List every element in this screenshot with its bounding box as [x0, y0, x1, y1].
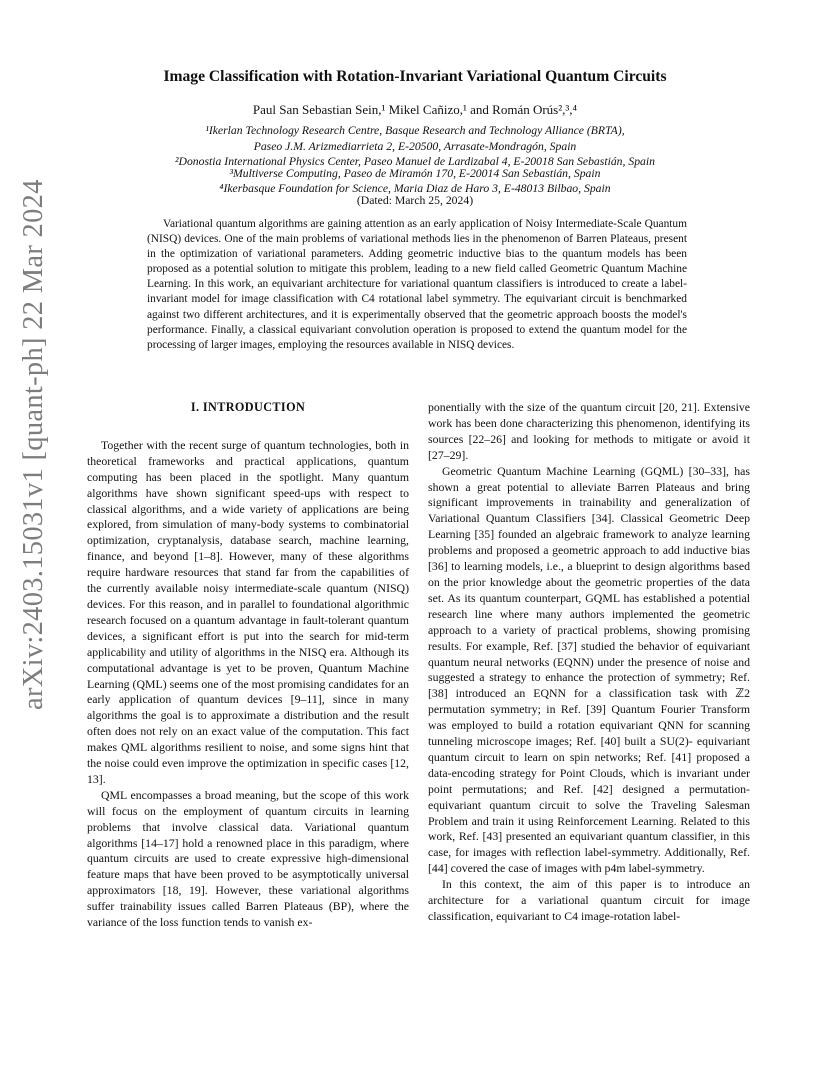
affiliation-2: ²Donostia International Physics Center, Paseo Manuel de Lardizabal 4, E-20018 San Sebastián, Spain [175, 155, 655, 168]
author-list: Paul San Sebastian Sein,¹ Mikel Cañizo,¹ and Román Orús²,³,⁴ [252, 102, 578, 117]
paragraph: QML encompasses a broad meaning, but the scope of this work will focus on the employment of quantum circuits in learning problems that involve classical data. Variational quantum algorithms [14–17] hold a renowned place in this paradigm, where quantum circuits are used to create expressive high-dimensional feature maps that have been proved to be asymptotically universal approximators [18, 19]. However, these variational algorithms suffer trainability issues called Barren Plateaus (BP), where the variance of the loss function tends to vanish ex- [87, 787, 409, 930]
date-line: (Dated: March 25, 2024) [356, 194, 474, 207]
paragraph: ponentially with the size of the quantum circuit [20, 21]. Extensive work has been done characterizing this phenomenon, identifying its sources [22–26] and looking for methods to mitigate or avoid it [27–29]. [428, 400, 750, 462]
affiliation-1: ¹Ikerlan Technology Research Centre, Basque Research and Technology Alliance (BRTA), [205, 124, 625, 137]
right-column [428, 400, 750, 925]
left-column [87, 400, 409, 931]
abstract: Variational quantum algorithms are gaining attention as an early application of Noisy Intermediate-Scale Quantum (NISQ) devices. One of the main problems of variational methods lies in the phenomenon of Barren Plateaus, present in the optimization of variational parameters. Adding geometric inductive bias to the quantum models has been proposed as a potential solution to mitigate this problem, leading to a new field called Geometric Quantum Machine Learning. In this work, an equivariant architecture for variational quantum classifiers is introduced to create a label-invariant model for image classification with C4 rotational label symmetry. The equivariant circuit is benchmarked against two different architectures, and it is experimentally observed that the geometric approach boosts the model's performance. Finally, a classical equivariant convolution operation is proposed to extend the quantum model for the processing of larger images, employing the resources available in NISQ devices. [147, 218, 687, 351]
affiliation-3: ³Multiverse Computing, Paseo de Miramón 170, E-20014 San Sebastián, Spain [229, 167, 601, 180]
paper-title: Image Classification with Rotation-Invariant Variational Quantum Circuits [163, 68, 667, 85]
paragraph: Geometric Quantum Machine Learning (GQML) [30–33], has shown a great potential to alleviate Barren Plateaus and bring significant improvements in trainability and generalization of Variational Quantum Classifiers [34]. Classical Geometric Deep Learning [35] founded an algebraic framework to analyze learning problems and proposed a geometric approach to add inductive bias [36] to learning models, i.e., a blueprint to design algorithms based on the prior knowledge about the geometric properties of the data set. As its quantum counterpart, GQML has established a potential research line where many authors implemented the geometric approach to a variety of practical problems, showing promising results. For example, Ref. [37] studied the behavior of equivariant quantum neural networks (EQNN) under the presence of noise and suggested a strategy to enhance the protection of symmetry; Ref. [38] introduced an EQNN for a classification task with ℤ2 permutation symmetry; in Ref. [39] Quantum Fourier Transform was employed to build a rotation equivariant QNN for scanning tunneling microscope images; Ref. [40] built a SU(2)- equivariant quantum circuit to learn on spin networks; Ref. [41] proposed a data-encoding strategy for Point Clouds, which is invariant under point permutations; and Ref. [42] designed a permutation-equivariant quantum circuit to solve the Traveling Salesman Problem and train it using Reinforcement Learning. Related to this work, Ref. [43] presented an equivariant quantum classifier, in this case, for images with reflection label-symmetry. Additionally, Ref. [44] covered the case of images with p4m label-symmetry. [428, 463, 750, 876]
affiliation-1-address: Paseo J.M. Arizmediarrieta 2, E-20500, Arrasate-Mondragón, Spain [253, 140, 577, 153]
arxiv-identifier: arXiv:2403.15031v1 [quant-ph] 22 Mar 2024 [18, 179, 49, 710]
paragraph: In this context, the aim of this paper is to introduce an architecture for a variational quantum circuit for image classification, equivariant to C4 image-rotation label- [428, 877, 750, 923]
paragraph: Together with the recent surge of quantum technologies, both in theoretical frameworks and practical applications, quantum computing has been placed in the spotlight. Many quantum algorithms have shown significant speed-ups with respect to classical algorithms, and a wide variety of applications are being explored, from simulation of many-body systems to combinatorial optimization, cryptanalysis, database search, machine learning, finance, and beyond [1–8]. However, many of these algorithms require hardware resources that stand far from the capabilities of the currently available noisy intermediate-scale quantum (NISQ) devices. For this reason, and in parallel to foundational algorithmic research focused on a quantum advantage in fault-tolerant quantum devices, a significant effort is put into the search for mid-term applicability and utility of algorithms in the NISQ era. Although its computational advantage is yet to be proven, Quantum Machine Learning (QML) seems one of the most promising candidates for an early application of quantum devices [9–11], since in many algorithms the goal is to approximate a distribution and the result often does not rely on an exact value of the computation. This fact makes QML algorithms resilient to noise, and some signs hint that the noise could even improve the optimization in specific cases [12, 13]. [87, 437, 409, 786]
section-heading: I. INTRODUCTION [190, 400, 306, 414]
affiliation-4: ⁴Ikerbasque Foundation for Science, Maria Diaz de Haro 3, E-48013 Bilbao, Spain [219, 182, 611, 195]
